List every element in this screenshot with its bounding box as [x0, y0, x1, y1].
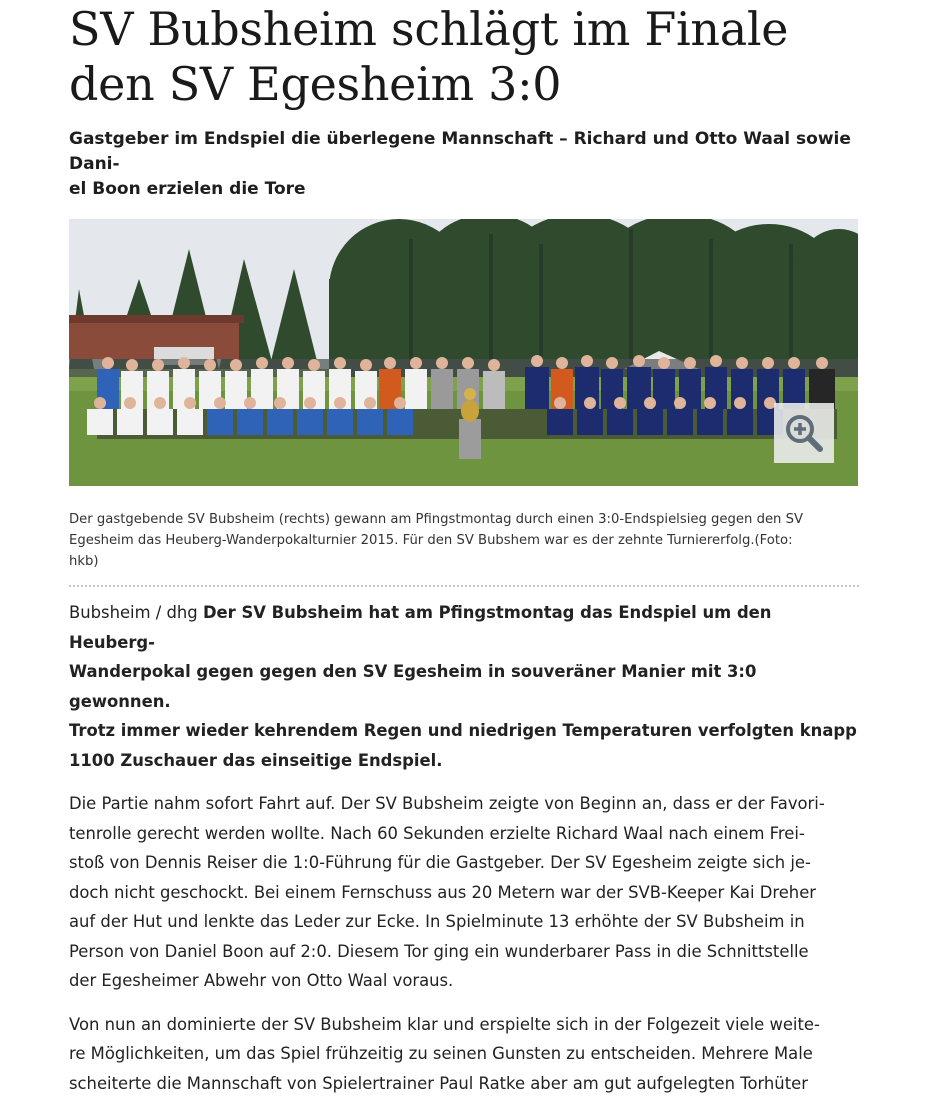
- body-line: Person von Daniel Boon auf 2:0. Diesem Tor ging ein wunderbarer Pass in die Schnittstelle: [69, 942, 809, 961]
- article: [69, 0, 859, 1098]
- zoom-button[interactable]: [774, 403, 834, 463]
- caption-line: Egesheim das Heuberg-Wanderpokalturnier 2015. Für den SV Bubshem war es der zehnte Turniererfolg.(Foto:: [69, 533, 793, 548]
- body-paragraph-2: [69, 1010, 859, 1098]
- body-line: tenrolle gerecht werden wollte. Nach 60 Sekunden erzielte Richard Waal nach einem Frei-: [69, 824, 805, 843]
- zoom-in-icon: [783, 412, 825, 454]
- subheadline-line: Gastgeber im Endspiel die überlegene Mannschaft – Richard und Otto Waal sowie Dani-: [69, 129, 851, 174]
- body-line: stoß von Dennis Reiser die 1:0-Führung für die Gastgeber. Der SV Egesheim zeigte sich je-: [69, 853, 811, 872]
- headline-line: SV Bubsheim schlägt im Finale: [69, 2, 788, 56]
- article-headline: [69, 0, 859, 112]
- caption-line: Der gastgebende SV Bubsheim (rechts) gewann am Pfingstmontag durch einen 3:0-Endspielsieg gegen den SV: [69, 512, 803, 527]
- dotted-divider: [69, 585, 859, 587]
- lead-line: Wanderpokal gegen gegen den SV Egesheim in souveräner Manier mit 3:0 gewonnen.: [69, 662, 756, 711]
- body-paragraph-1: [69, 789, 859, 996]
- caption-line: hkb): [69, 554, 99, 569]
- article-subheadline: [69, 127, 859, 202]
- subheadline-line: el Boon erzielen die Tore: [69, 179, 306, 199]
- body-line: der Egesheimer Abwehr von Otto Waal voraus.: [69, 971, 453, 990]
- body-line: Von nun an dominierte der SV Bubsheim klar und erspielte sich in der Folgezeit viele weite-: [69, 1015, 820, 1034]
- team-photo-illustration: [69, 219, 858, 486]
- body-line: Die Partie nahm sofort Fahrt auf. Der SV Bubsheim zeigte von Beginn an, dass er der Favori-: [69, 794, 825, 813]
- headline-line: den SV Egesheim 3:0: [69, 57, 561, 111]
- body-line: doch nicht geschockt. Bei einem Fernschuss aus 20 Metern war der SVB-Keeper Kai Dreher: [69, 883, 816, 902]
- lead-line: Trotz immer wieder kehrendem Regen und niedrigen Temperaturen verfolgten knapp: [69, 721, 857, 740]
- article-lead: [69, 598, 859, 775]
- body-line: scheiterte die Mannschaft von Spielertrainer Paul Ratke aber am gut aufgelegten Torhüter: [69, 1074, 808, 1093]
- lead-line: Der SV Bubsheim hat am Pfingstmontag das Endspiel um den Heuberg-: [69, 603, 771, 652]
- lead-line: 1100 Zuschauer das einseitige Endspiel.: [69, 751, 442, 770]
- photo-caption: [69, 509, 859, 572]
- team-photo[interactable]: [69, 219, 858, 486]
- body-line: auf der Hut und lenkte das Leder zur Ecke. In Spielminute 13 erhöhte der SV Bubsheim in: [69, 912, 805, 931]
- dateline: Bubsheim / dhg: [69, 603, 198, 622]
- body-line: re Möglichkeiten, um das Spiel frühzeitig zu seinen Gunsten zu entscheiden. Mehrere Male: [69, 1044, 813, 1063]
